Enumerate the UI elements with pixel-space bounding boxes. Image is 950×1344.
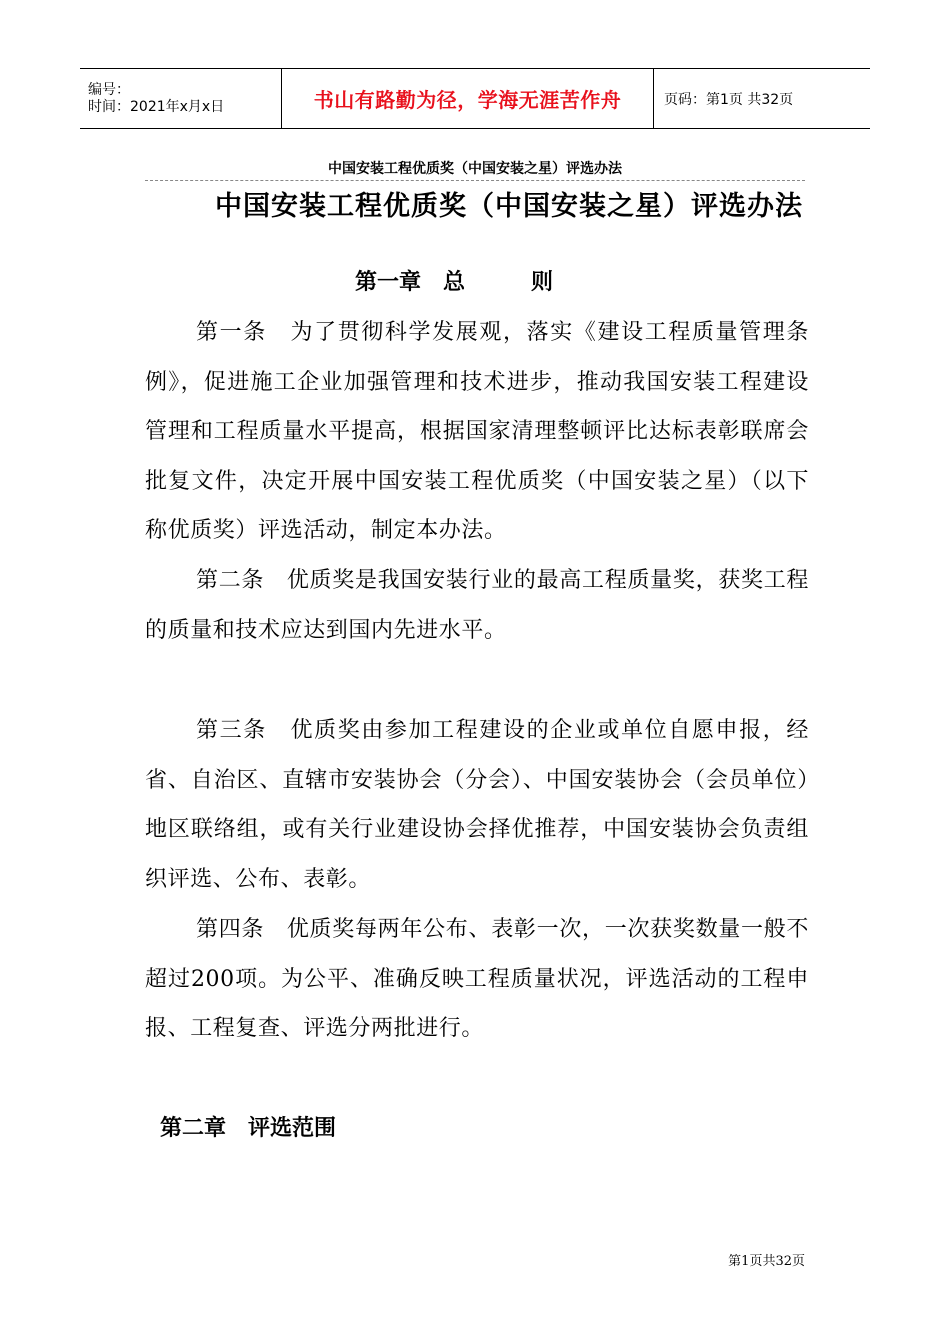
document-title: 中国安装工程优质奖（中国安装之星）评选办法: [215, 191, 803, 222]
chapter-heading: 第一章 总 则: [355, 269, 554, 295]
chapter-heading: 第二章 评选范围: [160, 1115, 337, 1141]
running-head: 中国安装工程优质奖（中国安装之星）评选办法: [328, 161, 622, 177]
article-paragraph: 第二条 优质奖是我国安装行业的最高工程质量奖，获奖工程的质量和技术应达到国内先进水平。: [145, 568, 809, 643]
article-paragraph: 第四条 优质奖每两年公布、表彰一次，一次获奖数量一般不超过200项。为公平、准确反映工程质量状况，评选活动的工程申报、工程复查、评选分两批进行。: [145, 917, 809, 1041]
page-footer: 第1页共32页: [728, 1254, 805, 1269]
running-head-divider: [145, 180, 805, 181]
article-paragraph: 第一条 为了贯彻科学发展观，落实《建设工程质量管理条例》，促进施工企业加强管理和技术进步，推动我国安装工程建设管理和工程质量水平提高，根据国家清理整顿评比达标表彰联席会批复文件，决定开展中国安装工程优质奖（中国安装之星）（以下称优质奖）评选活动，制定本办法。: [145, 320, 809, 543]
header-page-code: 页码：第1页 共32页: [664, 91, 794, 108]
article-paragraph: 第三条 优质奖由参加工程建设的企业或单位自愿申报，经省、自治区、直辖市安装协会（分会）、中国安装协会（会员单位）地区联络组，或有关行业建设协会择优推荐，中国安装协会负责组织评选、公布、表彰。: [145, 718, 809, 892]
header-page-cell: [654, 69, 870, 128]
header-motto-cell: [282, 69, 654, 128]
document-time: 时间：2021年x月x日: [88, 98, 225, 115]
header-motto: 书山有路勤为径，学海无涯苦作舟: [313, 88, 622, 112]
document-number-label: 编号：: [88, 81, 130, 98]
header-meta: [80, 69, 282, 128]
header-table: [80, 68, 870, 129]
